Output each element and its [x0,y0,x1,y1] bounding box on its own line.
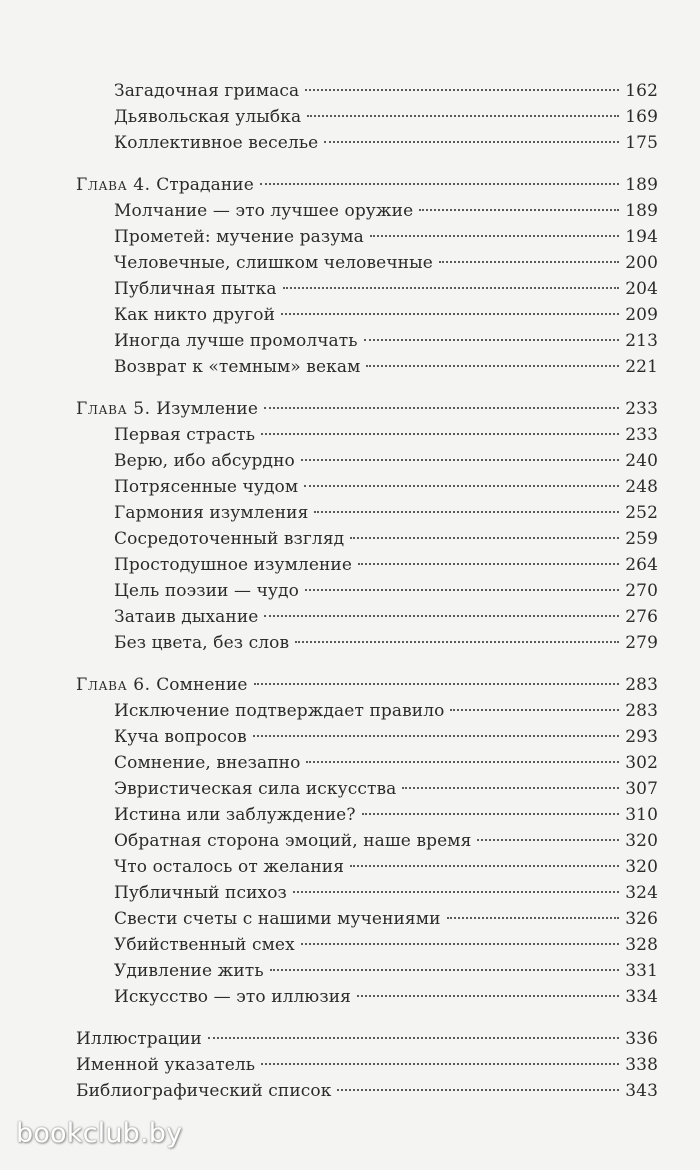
dot-leader [362,813,620,815]
toc-page-number: 293 [625,727,658,747]
dot-leader [370,235,619,237]
toc-entry-title [114,328,358,354]
toc-entry-title [114,198,413,224]
section-gap [0,1010,700,1026]
dot-leader [264,615,619,617]
toc-page-number: 213 [625,331,658,351]
toc-page-number: 320 [625,831,658,851]
toc-entry-title [114,854,344,880]
dot-leader [260,183,619,185]
dot-leader [261,433,619,435]
entry-title-text: Публичный психоз [114,883,287,903]
entry-title-text: Сомнение, внезапно [114,753,301,773]
toc-page-number: 162 [625,81,658,101]
toc-entry-title [114,984,351,1010]
toc-page-number: 169 [625,107,658,127]
toc-entry-title [114,130,318,156]
entry-title-text: Искусство — это иллюзия [114,987,351,1007]
entry-title-text: Обратная сторона эмоций, наше время [114,831,472,851]
dot-leader [304,485,619,487]
entry-title-text: Возврат к «темным» векам [114,357,361,377]
toc-chapter-entry [0,1052,700,1078]
dot-leader [254,683,620,685]
toc-entry-title [114,776,396,802]
dot-leader [305,589,619,591]
toc-page-number: 279 [625,633,658,653]
toc-page-number: 310 [625,805,658,825]
toc-page-number: 307 [625,779,658,799]
toc-section-entry [0,104,700,130]
toc-entry-title [114,302,275,328]
toc-section-entry [0,500,700,526]
entry-title-text: Затаив дыхание [114,607,259,627]
entry-title-text: Убийственный смех [114,935,295,955]
toc-entry-title [76,396,258,422]
entry-title-text: Как никто другой [114,305,276,325]
toc-entry-title [114,750,300,776]
toc-page-number: 343 [625,1081,658,1101]
entry-title-text: Публичная пытка [114,279,277,299]
toc-page-number: 264 [625,555,658,575]
dot-leader [419,209,619,211]
toc-entry-title [114,724,247,750]
dot-leader [402,787,619,789]
toc-section-entry [0,354,700,380]
dot-leader [337,1089,619,1091]
entry-title-text: Истина или заблуждение? [114,805,356,825]
dot-leader [364,339,620,341]
toc-page-number: 324 [625,883,658,903]
toc-page-number: 336 [625,1029,658,1049]
dot-leader [208,1037,619,1039]
entry-title-text: Цель поэзии — чудо [114,581,299,601]
toc-page-number: 204 [625,279,658,299]
toc-page-number: 270 [625,581,658,601]
toc-page-number: 334 [625,987,658,1007]
entry-title-text: Исключение подтверждает правило [114,701,445,721]
entry-title-text: Коллективное веселье [114,133,319,153]
entry-title-text: Простодушное изумление [114,555,353,575]
dot-leader [350,865,619,867]
toc-entry-title [114,354,360,380]
toc-entry-title [114,276,277,302]
toc-entry-title [114,104,301,130]
toc-section-entry [0,880,700,906]
toc-page-number: 326 [625,909,658,929]
dot-leader [301,943,619,945]
dot-leader [350,537,619,539]
toc-page-number: 209 [625,305,658,325]
toc-section-entry [0,552,700,578]
toc-entry-title [114,224,364,250]
section-gap [0,380,700,396]
entry-title-text: Именной указатель [76,1055,256,1075]
toc-page-number: 338 [625,1055,658,1075]
entry-title-text: Сомнение [156,675,248,695]
toc-section-entry [0,604,700,630]
toc-entry-title [114,604,258,630]
entry-title-text: Потрясенные чудом [114,477,299,497]
toc-section-entry [0,854,700,880]
dot-leader [306,761,619,763]
toc-entry-title [76,1078,331,1104]
toc-section-entry [0,776,700,802]
dot-leader [253,735,619,737]
entry-title-text: Загадочная гримаса [114,81,300,101]
section-gap [0,156,700,172]
toc-entry-title [114,78,299,104]
toc-section-entry [0,526,700,552]
toc-entry-title [76,1052,255,1078]
toc-section-entry [0,448,700,474]
entry-title-text: Свести счеты с нашими мучениями [114,909,441,929]
toc-page-number: 331 [625,961,658,981]
toc-entry-title [114,828,471,854]
dot-leader [366,365,619,367]
toc-page-number: 259 [625,529,658,549]
toc-entry-title [114,526,344,552]
dot-leader [261,1063,619,1065]
toc-entry-title [114,250,433,276]
entry-title-text: Что осталось от желания [114,857,345,877]
toc-entry-title [114,906,441,932]
chapter-label: Глава 6. [76,675,151,695]
dot-leader [439,261,619,263]
entry-title-text: Эвристическая сила искусства [114,779,397,799]
entry-title-text: Первая страсть [114,425,256,445]
toc-entry-title [114,698,444,724]
dot-leader [314,511,619,513]
toc-page-number: 320 [625,857,658,877]
toc-entry-title [114,500,308,526]
entry-title-text: Прометей: мучение разума [114,227,364,247]
dot-leader [307,115,619,117]
entry-title-text: Изумление [156,399,259,419]
entry-title-text: Страдание [156,175,254,195]
dot-leader [295,641,619,643]
toc-section-entry [0,474,700,500]
toc-entry-title [114,578,299,604]
toc-page-number: 240 [625,451,658,471]
toc-section-entry [0,630,700,656]
toc-page-number: 302 [625,753,658,773]
chapter-label: Глава 5. [76,399,151,419]
toc-chapter-entry [0,172,700,198]
toc-page-number: 194 [625,227,658,247]
toc-entry-title [114,932,295,958]
toc-section-entry [0,578,700,604]
toc-entry-title [114,474,298,500]
toc-section-entry [0,932,700,958]
toc-page-number: 328 [625,935,658,955]
toc-chapter-entry [0,672,700,698]
toc-page-number: 189 [625,201,658,221]
toc-page-number: 200 [625,253,658,273]
dot-leader [324,141,619,143]
chapter-label: Глава 4. [76,175,151,195]
dot-leader [357,995,619,997]
toc-section-entry [0,198,700,224]
dot-leader [305,89,619,91]
dot-leader [283,287,620,289]
toc-entry-title [114,880,287,906]
dot-leader [450,709,619,711]
table-of-contents [0,78,700,1104]
entry-title-text: Верю, ибо абсурдно [114,451,295,471]
entry-title-text: Библиографический список [76,1081,332,1101]
toc-entry-title [114,958,264,984]
toc-section-entry [0,958,700,984]
toc-page-number: 175 [625,133,658,153]
toc-entry-title [76,172,254,198]
entry-title-text: Человечные, слишком человечные [114,253,433,273]
entry-title-text: Молчание — это лучшее оружие [114,201,414,221]
entry-title-text: Удивление жить [114,961,264,981]
dot-leader [264,407,619,409]
watermark: bookclub.by [16,1118,183,1149]
toc-entry-title [76,1026,202,1052]
entry-title-text: Без цвета, без слов [114,633,290,653]
toc-chapter-entry [0,1078,700,1104]
dot-leader [281,313,619,315]
toc-page-number: 283 [625,675,658,695]
toc-section-entry [0,422,700,448]
toc-section-entry [0,276,700,302]
toc-section-entry [0,724,700,750]
toc-section-entry [0,78,700,104]
dot-leader [447,917,620,919]
entry-title-text: Сосредоточенный взгляд [114,529,345,549]
toc-entry-title [114,630,289,656]
toc-page-number: 283 [625,701,658,721]
toc-section-entry [0,802,700,828]
dot-leader [270,969,620,971]
toc-section-entry [0,906,700,932]
toc-entry-title [114,422,255,448]
toc-section-entry [0,302,700,328]
entry-title-text: Куча вопросов [114,727,247,747]
toc-section-entry [0,984,700,1010]
entry-title-text: Иногда лучше промолчать [114,331,358,351]
dot-leader [358,563,619,565]
toc-section-entry [0,828,700,854]
toc-page-number: 233 [625,399,658,419]
toc-entry-title [114,552,352,578]
toc-page-number: 248 [625,477,658,497]
toc-section-entry [0,698,700,724]
toc-chapter-entry [0,1026,700,1052]
toc-section-entry [0,130,700,156]
toc-page-number: 221 [625,357,658,377]
section-gap [0,656,700,672]
dot-leader [293,891,619,893]
toc-page-number: 233 [625,425,658,445]
toc-entry-title [114,802,356,828]
toc-page-number: 189 [625,175,658,195]
toc-section-entry [0,224,700,250]
dot-leader [301,459,619,461]
toc-entry-title [114,448,295,474]
toc-entry-title [76,672,248,698]
entry-title-text: Гармония изумления [114,503,309,523]
toc-section-entry [0,750,700,776]
entry-title-text: Дьявольская улыбка [114,107,302,127]
toc-page-number: 252 [625,503,658,523]
dot-leader [477,839,619,841]
entry-title-text: Иллюстрации [76,1029,202,1049]
toc-page-number: 276 [625,607,658,627]
toc-section-entry [0,328,700,354]
toc-section-entry [0,250,700,276]
toc-chapter-entry [0,396,700,422]
